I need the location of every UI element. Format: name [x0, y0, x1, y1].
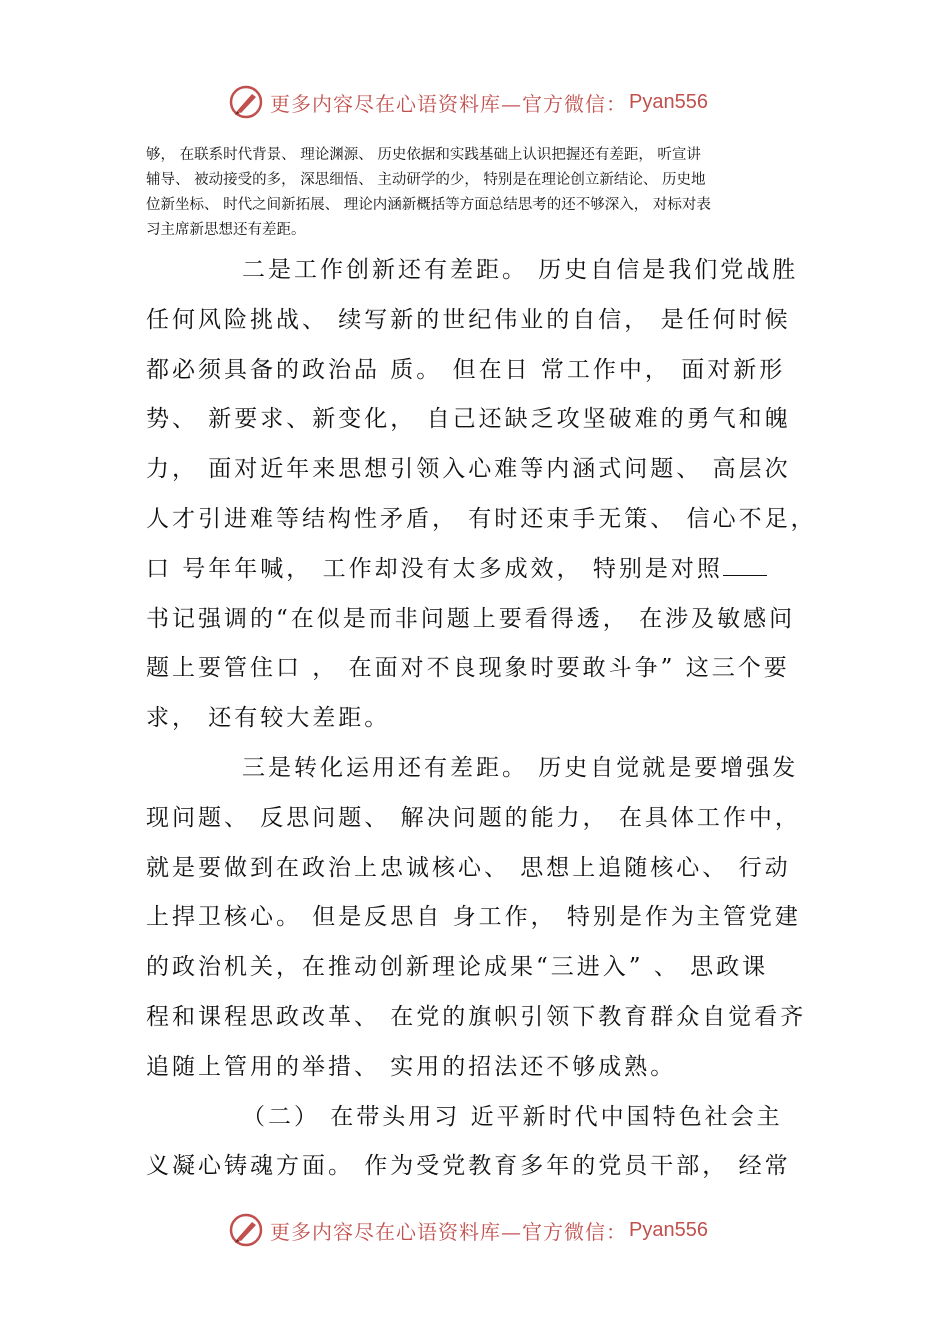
text-line: 的政治机关，在推动创新理论成果“三进入” 、 思政课: [146, 954, 769, 981]
paragraph-start-line: 三是转化运用还有差距。 历史自觉就是要增强发: [242, 754, 799, 781]
text-line: 够， 在联系时代背景、 理论渊源、 历史依据和实践基础上认识把握还有差距， 听宣讲: [146, 147, 701, 163]
small-print-paragraph: [146, 143, 814, 243]
main-body-text: [146, 246, 816, 1192]
watermark-banner-bottom: [228, 1210, 708, 1250]
text-line: 程和课程思政改革、 在党的旗帜引领下教育群众自觉看齐: [146, 1003, 807, 1030]
text-line: 口 号年年喊， 工作却没有太多成效， 特别是对照: [146, 555, 723, 582]
blank-underline: [723, 555, 767, 576]
paragraph-start-line: 二是工作创新还有差距。 历史自信是我们党战胜: [242, 257, 799, 283]
text-line: 势、 新要求、新变化， 自己还缺乏攻坚破难的勇气和魄: [146, 406, 791, 433]
text-line: 力， 面对近年来思想引领入心难等内涵式问题、 高层次: [146, 456, 791, 483]
text-line-with-blank: [146, 545, 816, 595]
watermark-id: Pyan556: [629, 90, 708, 113]
text-line: 上捍卫核心。 但是反思自 身工作， 特别是作为主管党建: [146, 904, 801, 931]
text-line: 都必须具备的政治品 质。 但在日 常工作中， 面对新形: [146, 356, 786, 383]
watermark-text: 更多内容尽在心语资料库—官方微信：: [270, 91, 627, 116]
watermark-id: Pyan556: [629, 1218, 708, 1241]
text-line: 义凝心铸魂方面。 作为受党教育多年的党员干部， 经常: [146, 1153, 791, 1180]
text-line: 位新坐标、 时代之间新拓展、 理论内涵新概括等方面总结思考的还不够深入， 对标对表: [146, 197, 711, 213]
text-line: 辅导、 被动接受的多， 深思细悟、 主动研学的少， 特别是在理论创立新结论、 历史地: [146, 172, 706, 188]
text-line: 就是要做到在政治上忠诚核心、 思想上追随核心、 行动: [146, 854, 791, 881]
section-heading-line: （二） 在带头用习 近平新时代中国特色社会主: [242, 1103, 783, 1130]
text-line: 现问题、 反思问题、 解决问题的能力， 在具体工作中，: [146, 804, 801, 831]
text-line: 书记强调的“在似是而非问题上要看得透， 在涉及敏感问: [146, 605, 796, 632]
text-line: 人才引进难等结构性矛盾， 有时还束手无策、 信心不足，: [146, 505, 817, 532]
text-line: 题上要管住口 ， 在面对不良现象时要敢斗争” 这三个要: [146, 655, 790, 682]
pen-logo-icon: [228, 84, 264, 120]
text-line: 追随上管用的举措、 实用的招法还不够成熟。: [146, 1053, 677, 1080]
text-line: 任何风险挑战、 续写新的世纪伟业的自信， 是任何时候: [146, 306, 791, 333]
watermark-banner-top: [228, 82, 708, 122]
watermark-text: 更多内容尽在心语资料库—官方微信：: [270, 1219, 627, 1244]
text-line: 求， 还有较大差距。: [146, 705, 391, 732]
text-line: 习主席新思想还有差距。: [146, 222, 306, 238]
pen-logo-icon: [228, 1212, 264, 1248]
